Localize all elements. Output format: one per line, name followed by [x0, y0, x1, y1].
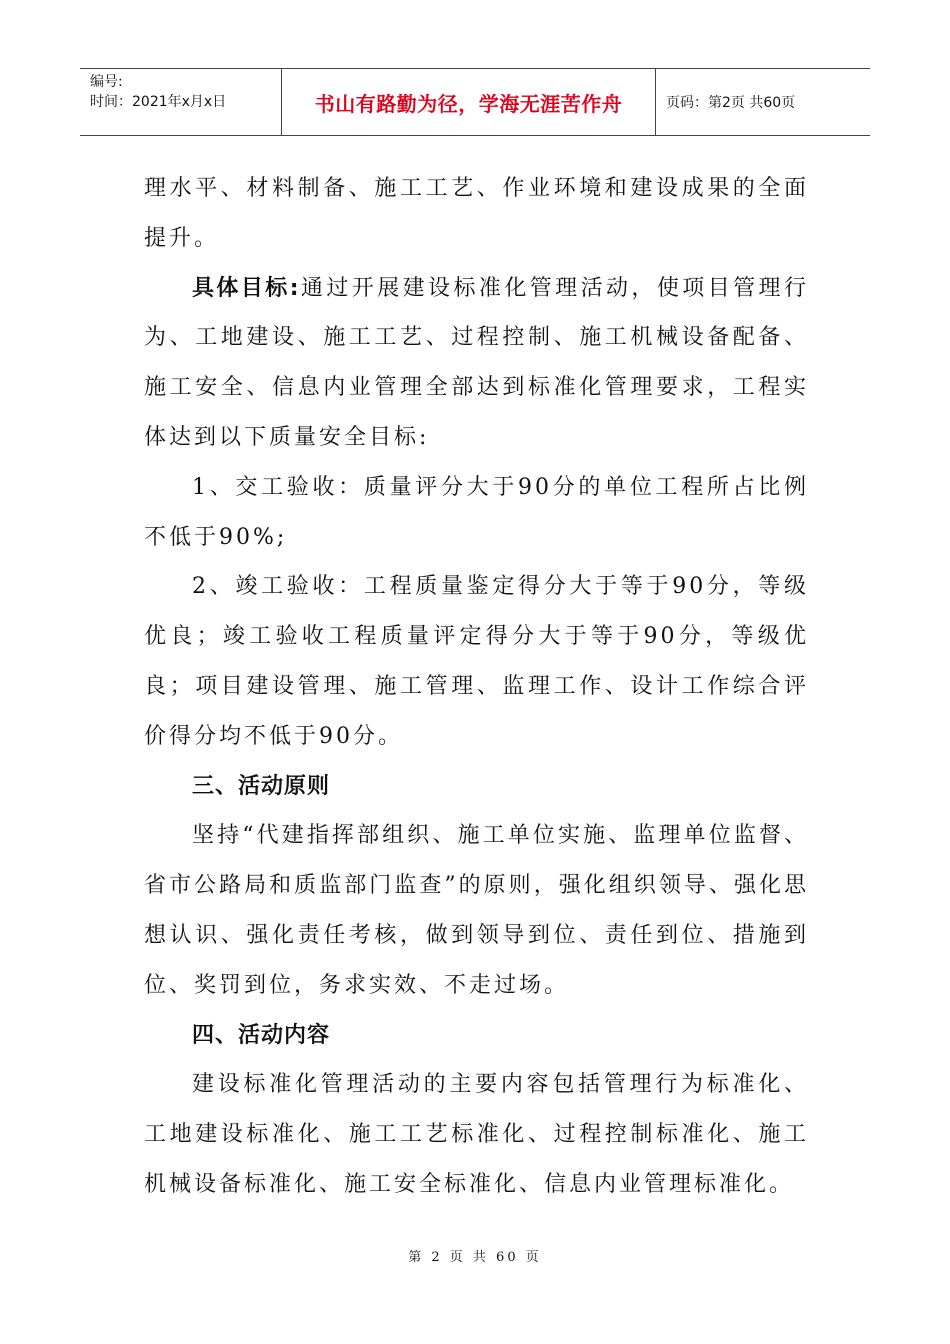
header-motto: 书山有路勤为径，学海无涯苦作舟 — [282, 69, 656, 135]
page-footer: 第 2 页 共 60 页 — [408, 1250, 542, 1265]
paragraph-content: 建设标准化管理活动的主要内容包括管理行为标准化、工地建设标准化、施工工艺标准化、过程控制标准化、施工机械设备标准化、施工安全标准化、信息内业管理标准化。 — [144, 1072, 809, 1197]
section-heading-principles: 三、活动原则 — [192, 773, 331, 799]
specific-goals-label: 具体目标: — [192, 275, 301, 301]
paragraph-handover-acceptance: 1、交工验收：质量评分大于90分的单位工程所占比例不低于90%; — [144, 474, 809, 550]
paragraph-completion-acceptance: 2、竣工验收：工程质量鉴定得分大于等于90分，等级优良；竣工验收工程质量评定得分大于等于90分，等级优良；项目建设管理、施工管理、监理工作、设计工作综合评价得分均不低于90分。 — [144, 574, 809, 749]
paragraph-continuation: 理水平、材料制备、施工工艺、作业环境和建设成果的全面提升。 — [144, 176, 809, 251]
section-heading-content: 四、活动内容 — [192, 1022, 331, 1048]
paragraph-specific-goals — [144, 264, 809, 463]
document-header — [80, 68, 870, 136]
specific-goals-text: 通过开展建设标准化管理活动，使项目管理行为、工地建设、施工工艺、过程控制、施工机械设备配备、施工安全、信息内业管理全部达到标准化管理要求，工程实体达到以下质量安全目标: — [144, 275, 809, 450]
paragraph-principles: 坚持“代建指挥部组织、施工单位实施、监理单位监督、省市公路局和质监部门监查”的原则，强化组织领导、强化思想认识、强化责任考核，做到领导到位、责任到位、措施到位、奖罚到位，务求实效、不走过场。 — [144, 823, 809, 998]
document-date: 时间：2021年x月x日 — [90, 94, 227, 110]
document-number-label: 编号: — [90, 74, 123, 90]
document-body — [144, 164, 809, 1210]
header-page-info: 页码：第2页 共60页 — [666, 95, 796, 111]
header-meta-cell — [80, 69, 282, 135]
